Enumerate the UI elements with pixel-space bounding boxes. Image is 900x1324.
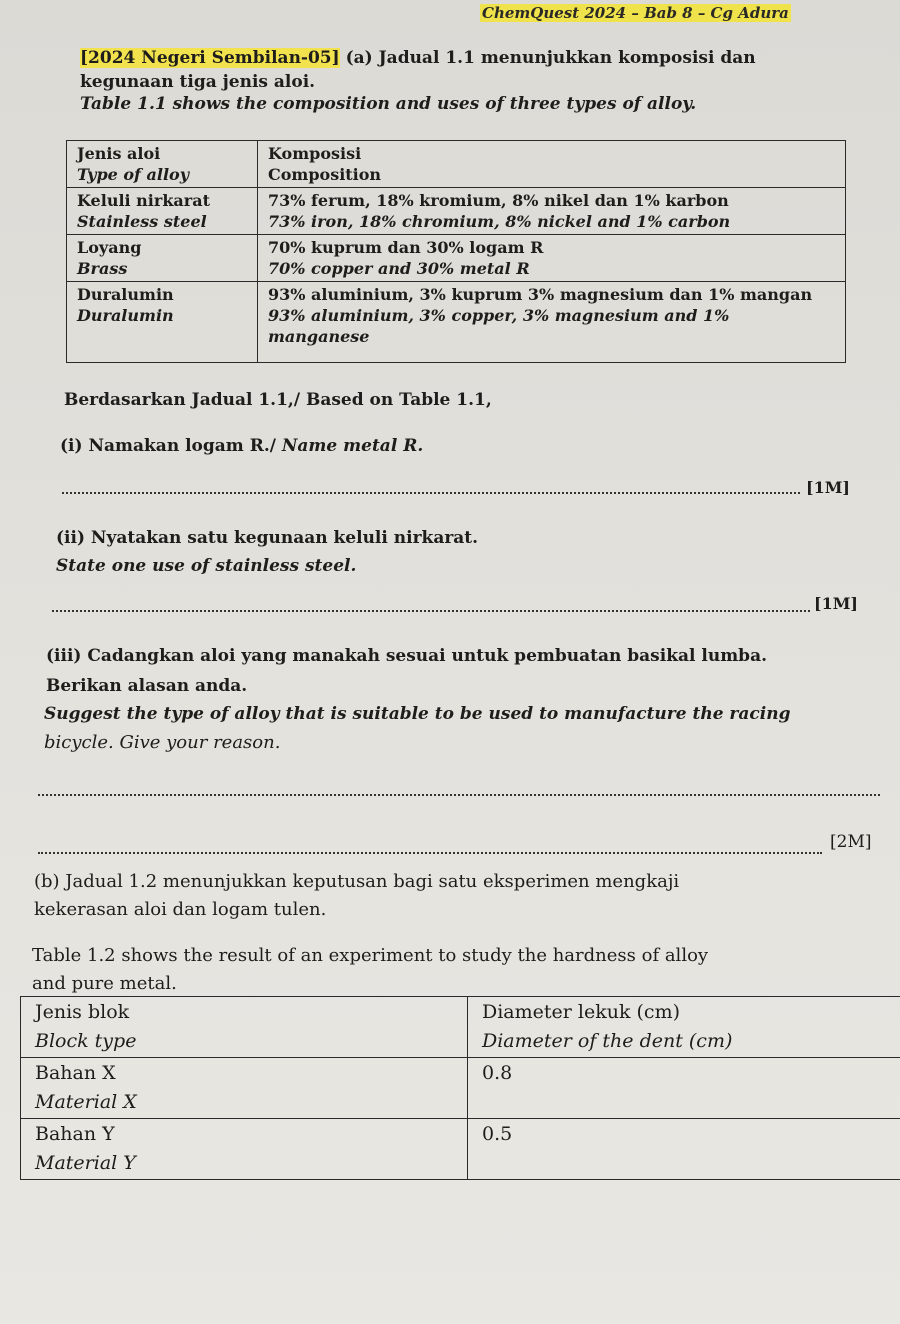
alloy-name-en: Stainless steel xyxy=(77,212,207,231)
table-1-header-col1-en: Type of alloy xyxy=(77,165,189,184)
question-a-intro-my-1: (a) Jadual 1.1 menunjukkan komposisi dan xyxy=(345,48,756,68)
question-b-en-2: and pure metal. xyxy=(32,973,177,994)
table-2-header-col2-en: Diameter of the dent (cm) xyxy=(482,1030,733,1052)
table-1-2 xyxy=(20,996,900,1180)
table-2-header-row xyxy=(21,997,900,1058)
table-row xyxy=(21,1058,900,1119)
answer-line-iii-2[interactable] xyxy=(38,852,822,854)
question-iii-en-1: Suggest the type of alloy that is suitable to be used to manufacture the racing xyxy=(44,704,791,724)
question-b-en-1: Table 1.2 shows the result of an experiment to study the hardness of alloy xyxy=(32,945,709,966)
table-1-header-col2-my: Komposisi xyxy=(268,144,362,163)
table-row xyxy=(67,235,846,282)
material-name-my: Bahan X xyxy=(35,1062,116,1084)
table-1-header-col2-en: Composition xyxy=(268,165,382,184)
material-name-my: Bahan Y xyxy=(35,1123,115,1145)
question-i-en: Name metal R. xyxy=(281,436,424,456)
answer-line-iii-1[interactable] xyxy=(38,794,880,796)
table-2-header-col1 xyxy=(21,997,468,1058)
table-2-header-col1-en: Block type xyxy=(35,1030,137,1052)
alloy-name-my: Keluli nirkarat xyxy=(77,191,210,210)
question-iii-en-2: bicycle. Give your reason. xyxy=(44,732,281,753)
answer-line-ii[interactable] xyxy=(52,610,810,612)
marks-iii: [2M] xyxy=(830,832,872,852)
question-a-intro-my-2: kegunaan tiga jenis aloi. xyxy=(80,72,316,92)
alloy-name-en: Brass xyxy=(77,259,128,278)
answer-line-i[interactable] xyxy=(62,492,800,494)
marks-ii: [1M] xyxy=(814,594,858,613)
composition-en: 70% copper and 30% metal R xyxy=(268,259,530,278)
table-2-header-col2-my: Diameter lekuk (cm) xyxy=(482,1001,681,1023)
question-iii-my-1: (iii) Cadangkan aloi yang manakah sesuai untuk pembuatan basikal lumba. xyxy=(46,646,768,666)
table-1-header-col2 xyxy=(258,141,846,188)
material-name-en: Material X xyxy=(35,1091,137,1113)
table-row xyxy=(67,282,846,363)
question-b-my-2: kekerasan aloi dan logam tulen. xyxy=(34,899,327,920)
question-i xyxy=(60,436,423,456)
alloy-name-my: Duralumin xyxy=(77,285,174,304)
alloy-name-my: Loyang xyxy=(77,238,142,257)
composition-en: 73% iron, 18% chromium, 8% nickel and 1% carbon xyxy=(268,212,731,231)
question-a-intro-en: Table 1.1 shows the composition and uses of three types of alloy. xyxy=(80,94,697,114)
table-2-value-cell xyxy=(468,1119,900,1180)
table-row xyxy=(21,1119,900,1180)
table-2-value-cell xyxy=(468,1058,900,1119)
table-1-1 xyxy=(66,140,846,363)
dent-diameter-value: 0.5 xyxy=(482,1123,513,1145)
composition-my: 70% kuprum dan 30% logam R xyxy=(268,238,544,257)
question-ii-my: (ii) Nyatakan satu kegunaan keluli nirkarat. xyxy=(56,528,479,548)
material-name-en: Material Y xyxy=(35,1152,136,1174)
table-1-composition-cell xyxy=(258,235,846,282)
question-b-my-1: (b) Jadual 1.2 menunjukkan keputusan bagi satu eksperimen mengkaji xyxy=(34,871,680,892)
based-on-text: Berdasarkan Jadual 1.1,/ Based on Table 1.1, xyxy=(64,390,492,410)
table-1-header-row xyxy=(67,141,846,188)
table-2-header-col1-my: Jenis blok xyxy=(35,1001,130,1023)
composition-en: 93% aluminium, 3% copper, 3% magnesium and 1% manganese xyxy=(268,306,730,346)
composition-my: 73% ferum, 18% kromium, 8% nikel dan 1% karbon xyxy=(268,191,729,210)
table-2-header-col2 xyxy=(468,997,900,1058)
question-ii-en: State one use of stainless steel. xyxy=(56,556,357,576)
table-2-material-cell xyxy=(21,1058,468,1119)
marks-i: [1M] xyxy=(806,478,850,497)
table-1-header-col1-my: Jenis aloi xyxy=(77,144,161,163)
table-1-alloy-cell xyxy=(67,235,258,282)
question-i-my: (i) Namakan logam R./ xyxy=(60,436,276,456)
dent-diameter-value: 0.8 xyxy=(482,1062,513,1084)
table-1-composition-cell xyxy=(258,188,846,235)
composition-my: 93% aluminium, 3% kuprum 3% magnesium dan 1% mangan xyxy=(268,285,813,304)
table-row xyxy=(67,188,846,235)
question-a-intro xyxy=(80,46,840,94)
table-1-alloy-cell xyxy=(67,188,258,235)
header-text: ChemQuest 2024 – Bab 8 – Cg Adura xyxy=(482,4,789,22)
question-source: [2024 Negeri Sembilan-05] xyxy=(80,48,340,68)
table-1-header-col1 xyxy=(67,141,258,188)
table-1-composition-cell xyxy=(258,282,846,363)
table-1-alloy-cell xyxy=(67,282,258,363)
table-2-material-cell xyxy=(21,1119,468,1180)
alloy-name-en: Duralumin xyxy=(77,306,174,325)
page-header xyxy=(480,4,791,22)
question-iii-my-2: Berikan alasan anda. xyxy=(46,676,248,696)
